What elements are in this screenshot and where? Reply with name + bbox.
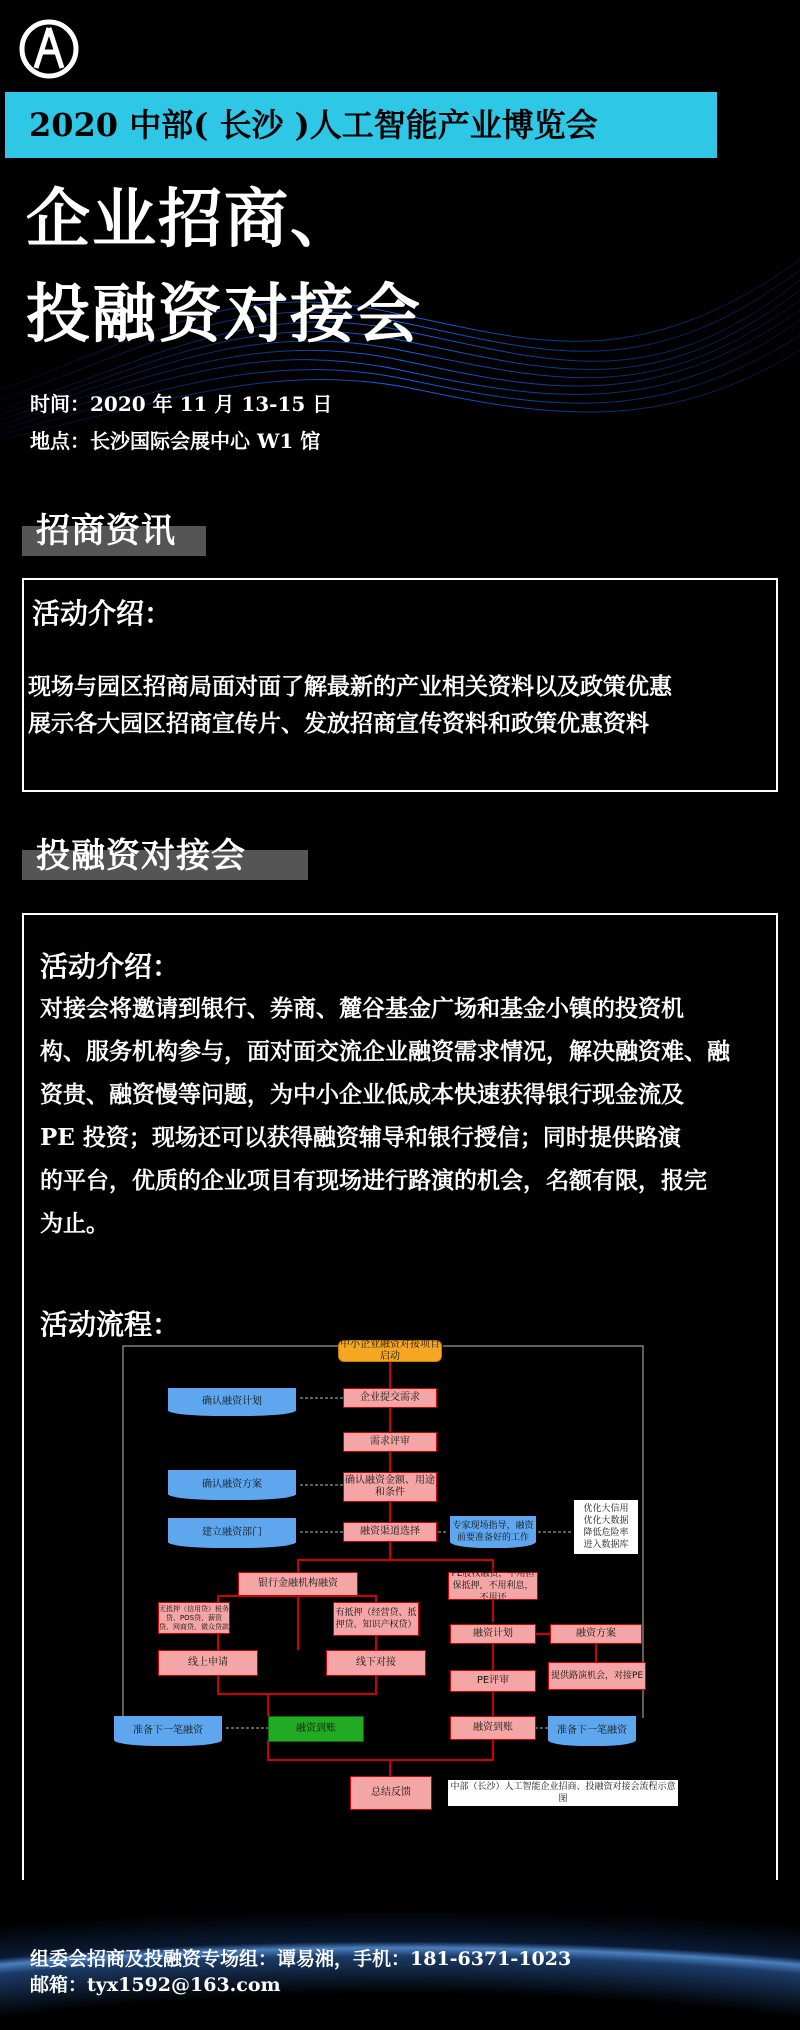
flow-dept-doc: 建立融资部门 bbox=[168, 1518, 296, 1548]
flow-submit: 企业提交需求 bbox=[343, 1388, 437, 1408]
section2-line5: 的平台，优质的企业项目有现场进行路演的机会，名额有限，报完 bbox=[40, 1167, 707, 1194]
flow-caption: 中部（长沙）人工智能企业招商、投融资对接会流程示意图 bbox=[448, 1780, 678, 1806]
flowchart bbox=[118, 1340, 688, 1910]
expo-title-banner: 2020 中部( 长沙 )人工智能产业博览会 bbox=[5, 92, 717, 158]
flow-funded1: 融资到账 bbox=[268, 1716, 364, 1742]
flow-review: 需求评审 bbox=[343, 1432, 437, 1452]
flow-next2: 准备下一笔融资 bbox=[548, 1716, 636, 1746]
activity-flow-label: 活动流程： bbox=[40, 1308, 181, 1341]
section2-line2: 构、服务机构参与，面对面交流企业融资需求情况，解决融资难、融 bbox=[40, 1038, 730, 1065]
footer-contact: 组委会招商及投融资专场组：谭易湘，手机：181-6371-1023 bbox=[30, 1948, 572, 1970]
section2-line1: 对接会将邀请到银行、券商、麓谷基金广场和基金小镇的投资机 bbox=[40, 995, 684, 1022]
section-title-financing: 投融资对接会 bbox=[36, 836, 246, 876]
activity-intro-label: 活动介绍： bbox=[32, 597, 173, 630]
hero-title-line2: 投融资对接会 bbox=[26, 278, 422, 352]
flow-optimize: 优化大信用 优化大数据 降低危险率 进入数据库 bbox=[574, 1500, 638, 1554]
flow-start: 中小企业融资对接项目启动 bbox=[340, 1339, 440, 1362]
flow-funded2: 融资到账 bbox=[450, 1716, 536, 1740]
section-title-investment: 招商资讯 bbox=[36, 511, 176, 551]
event-place: 地点：长沙国际会展中心 W1 馆 bbox=[30, 429, 321, 453]
section2-line3: 资贵、融资慢等问题，为中小企业低成本快速获得银行现金流及 bbox=[40, 1081, 684, 1108]
flow-offline: 线下对接 bbox=[326, 1650, 426, 1676]
flow-select: 融资渠道选择 bbox=[343, 1522, 437, 1542]
flow-summary: 总结反馈 bbox=[350, 1776, 432, 1810]
flow-roadshow: 提供路演机会，对接PE bbox=[548, 1662, 646, 1690]
logo-icon bbox=[18, 18, 80, 80]
footer-email: 邮箱：tyx1592@163.com bbox=[30, 1974, 281, 1996]
flow-collateral: 有抵押（经营贷、抵押贷、知识产权贷） bbox=[333, 1602, 419, 1636]
flow-pe-review: PE评审 bbox=[450, 1670, 536, 1692]
flow-plan-doc: 确认融资计划 bbox=[168, 1388, 296, 1416]
flow-confirm: 确认融资金额、用途和条件 bbox=[343, 1472, 437, 1502]
section2-line6: 为止。 bbox=[40, 1210, 109, 1237]
event-time: 时间：2020 年 11 月 13-15 日 bbox=[30, 392, 333, 416]
flow-no-collateral: 无抵押（信用贷）税务贷、POS贷、薪资贷、网商贷、微众贷款 bbox=[158, 1602, 230, 1634]
flow-bank: 银行金融机构融资 bbox=[238, 1572, 358, 1596]
section1-line1: 现场与园区招商局面对面了解最新的产业相关资料以及政策优惠 bbox=[28, 673, 672, 700]
hero-title-line1: 企业招商、 bbox=[26, 183, 356, 257]
flow-next1: 准备下一笔融资 bbox=[114, 1716, 222, 1746]
flow-fin-plan: 融资计划 bbox=[450, 1624, 536, 1644]
flow-online: 线上申请 bbox=[158, 1650, 258, 1676]
section1-line2: 展示各大园区招商宣传片、发放招商宣传资料和政策优惠资料 bbox=[28, 710, 649, 737]
flow-scheme-doc: 确认融资方案 bbox=[168, 1470, 296, 1500]
flow-pe: PE股权融资，不用担保抵押，不用利息，不用还 bbox=[448, 1572, 538, 1600]
flow-fin-scheme: 融资方案 bbox=[550, 1624, 642, 1644]
activity-intro-label: 活动介绍： bbox=[40, 950, 181, 983]
investment-info-box bbox=[22, 578, 778, 792]
section2-line4: PE 投资；现场还可以获得融资辅导和银行授信；同时提供路演 bbox=[40, 1124, 681, 1151]
flow-expert-doc: 专家现场指导，融资前要准备好的工作 bbox=[450, 1516, 536, 1548]
